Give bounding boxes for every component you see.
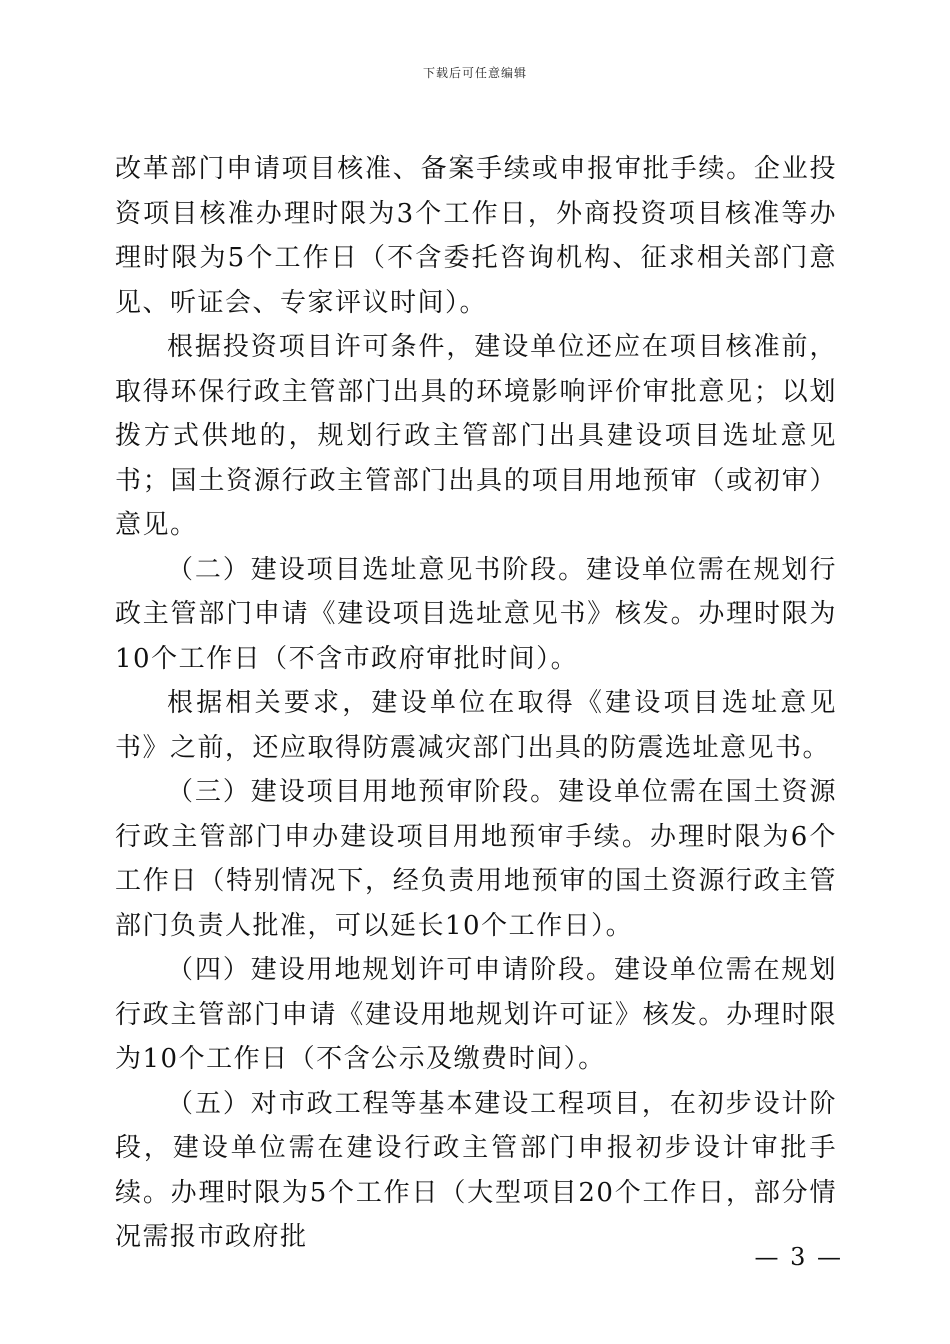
paragraph-continuation: 改革部门申请项目核准、备案手续或申报审批手续。企业投资项目核准办理时限为3个工作日，外商投资项目核准等办理时限为5个工作日（不含委托咨询机构、征求相关部门意见、听证会、专家评议时间）。 <box>115 154 837 318</box>
paragraph-approval-conditions: 根据投资项目许可条件，建设单位还应在项目核准前，取得环保行政主管部门出具的环境影响评价审批意见；以划拨方式供地的，规划行政主管部门出具建设项目选址意见书；国土资源行政主管部门出具的项目用地预审（或初审）意见。 <box>115 332 837 540</box>
header-note: 下载后可任意编辑 <box>422 66 527 80</box>
paragraph-preliminary-design: （五）对市政工程等基本建设工程项目，在初步设计阶段，建设单位需在建设行政主管部门申报初步设计审批手续。办理时限为5个工作日（大型项目20个工作日，部分情况需报市政府批 <box>115 1088 837 1252</box>
paragraph-site-selection: （二）建设项目选址意见书阶段。建设单位需在规划行政主管部门申请《建设项目选址意见书》核发。办理时限为10个工作日（不含市政府审批时间）。 <box>115 554 837 674</box>
paragraph-land-pre-review: （三）建设项目用地预审阶段。建设单位需在国土资源行政主管部门申办建设项目用地预审手续。办理时限为6个工作日（特别情况下，经负责用地预审的国土资源行政主管部门负责人批准，可以延长10个工作日）。 <box>115 777 837 941</box>
paragraph-seismic-requirement: 根据相关要求，建设单位在取得《建设项目选址意见书》之前，还应取得防震减灾部门出具的防震选址意见书。 <box>115 688 837 763</box>
paragraph-land-planning-permit: （四）建设用地规划许可申请阶段。建设单位需在规划行政主管部门申请《建设用地规划许可证》核发。办理时限为10个工作日（不含公示及缴费时间）。 <box>115 955 837 1074</box>
page-number: — 3 — <box>754 1243 843 1271</box>
document-body <box>115 147 837 1260</box>
